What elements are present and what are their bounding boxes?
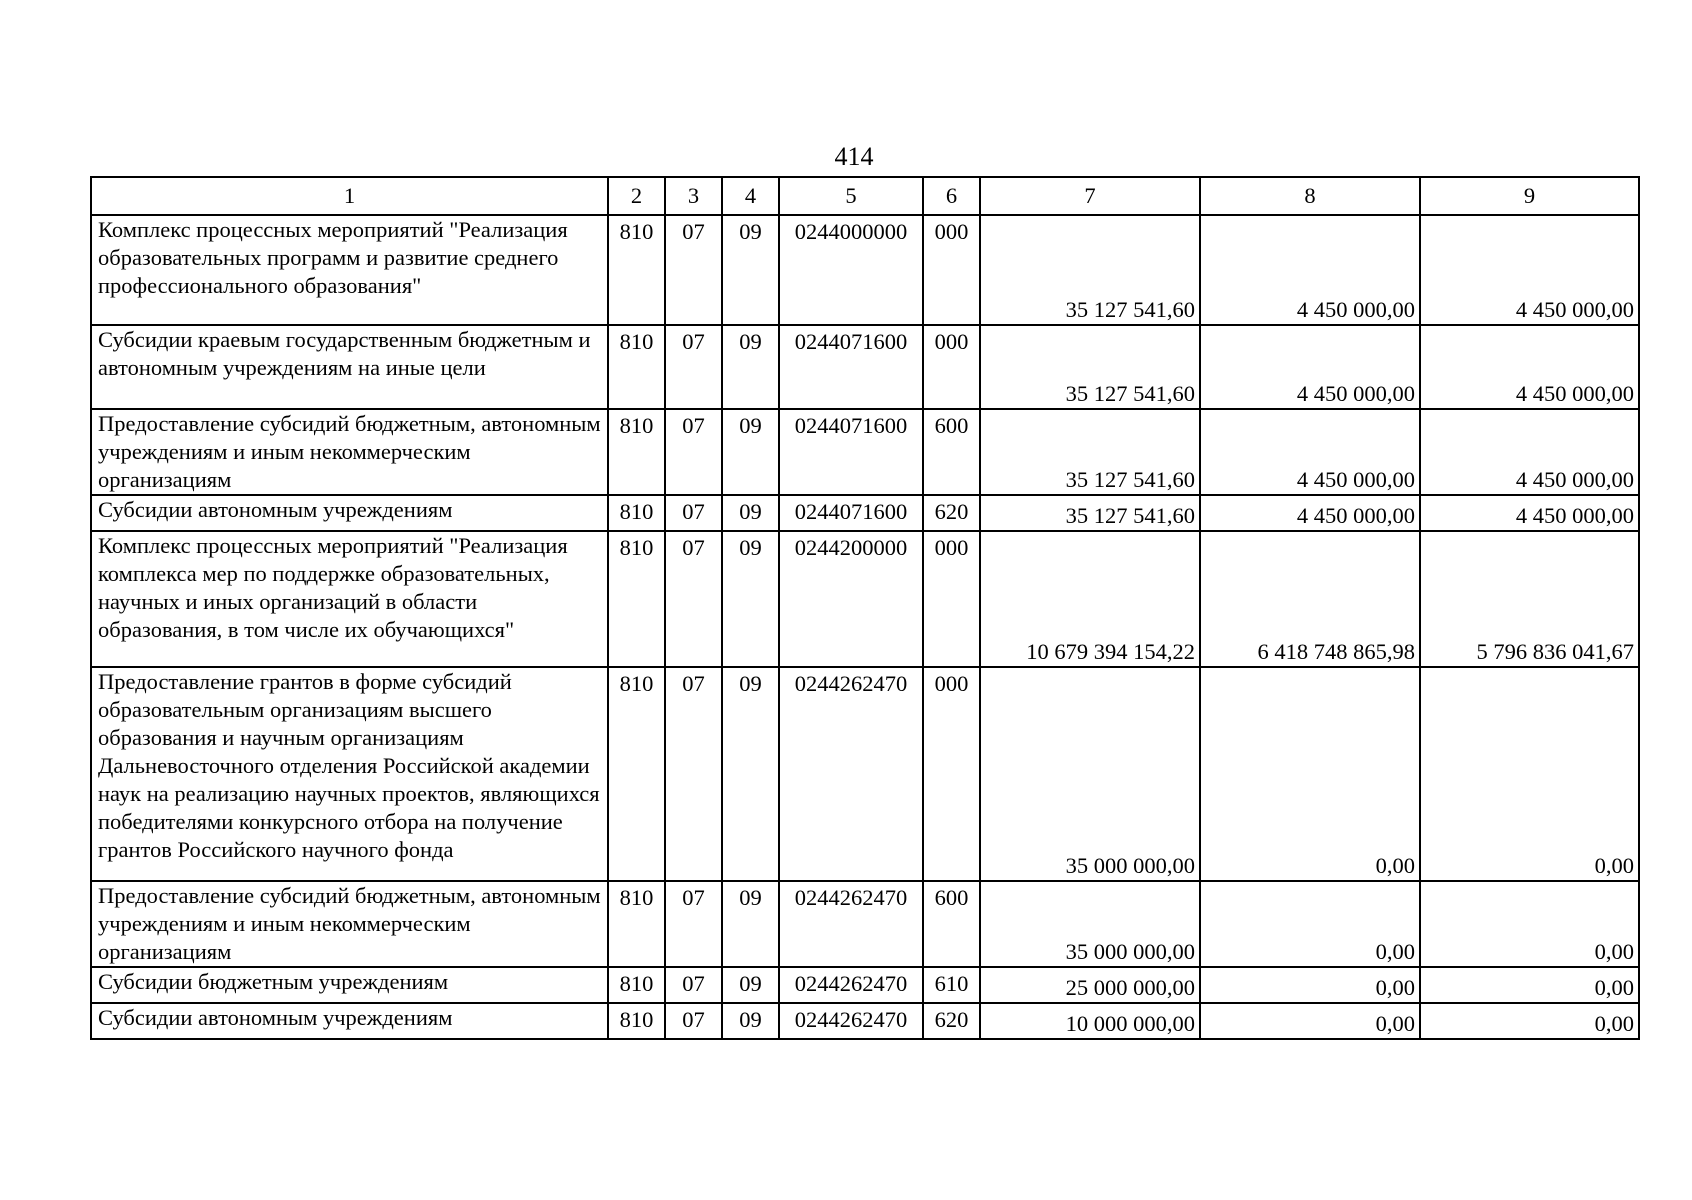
row-name-cell: Субсидии автономным учреждениям bbox=[91, 1003, 608, 1039]
code-3-cell: 07 bbox=[665, 325, 722, 409]
row-name-cell: Предоставление субсидий бюджетным, автономным учреждениям и иным некоммерческим организациям bbox=[91, 409, 608, 495]
code-2-cell: 810 bbox=[608, 409, 665, 495]
amount-9-cell: 0,00 bbox=[1420, 1003, 1639, 1039]
code-6-cell: 620 bbox=[923, 495, 980, 531]
table-row bbox=[91, 1003, 1639, 1039]
code-5-cell: 0244000000 bbox=[779, 215, 923, 325]
amount-9-cell: 0,00 bbox=[1420, 881, 1639, 967]
code-3-cell: 07 bbox=[665, 967, 722, 1003]
table-row bbox=[91, 495, 1639, 531]
header-cell: 6 bbox=[923, 177, 980, 215]
header-cell: 1 bbox=[91, 177, 608, 215]
amount-7-cell: 10 679 394 154,22 bbox=[980, 531, 1200, 667]
table-row bbox=[91, 667, 1639, 881]
code-6-cell: 000 bbox=[923, 215, 980, 325]
amount-8-cell: 0,00 bbox=[1200, 1003, 1420, 1039]
row-name-cell: Субсидии автономным учреждениям bbox=[91, 495, 608, 531]
table-row bbox=[91, 409, 1639, 495]
code-5-cell: 0244262470 bbox=[779, 667, 923, 881]
code-4-cell: 09 bbox=[722, 667, 779, 881]
code-5-cell: 0244071600 bbox=[779, 409, 923, 495]
code-6-cell: 600 bbox=[923, 409, 980, 495]
code-4-cell: 09 bbox=[722, 531, 779, 667]
amount-7-cell: 35 127 541,60 bbox=[980, 325, 1200, 409]
amount-8-cell: 0,00 bbox=[1200, 967, 1420, 1003]
table-row bbox=[91, 325, 1639, 409]
code-2-cell: 810 bbox=[608, 1003, 665, 1039]
amount-9-cell: 5 796 836 041,67 bbox=[1420, 531, 1639, 667]
code-2-cell: 810 bbox=[608, 215, 665, 325]
amount-9-cell: 0,00 bbox=[1420, 667, 1639, 881]
header-cell: 4 bbox=[722, 177, 779, 215]
table-row bbox=[91, 215, 1639, 325]
code-4-cell: 09 bbox=[722, 881, 779, 967]
amount-8-cell: 0,00 bbox=[1200, 667, 1420, 881]
amount-7-cell: 25 000 000,00 bbox=[980, 967, 1200, 1003]
amount-9-cell: 4 450 000,00 bbox=[1420, 215, 1639, 325]
code-6-cell: 000 bbox=[923, 667, 980, 881]
header-cell: 8 bbox=[1200, 177, 1420, 215]
row-name-cell: Субсидии бюджетным учреждениям bbox=[91, 967, 608, 1003]
code-5-cell: 0244071600 bbox=[779, 495, 923, 531]
row-name-cell: Предоставление грантов в форме субсидий образовательным организациям высшего образования и научным организациям Дальневосточного отделения Российской академии наук на реализацию научных проектов, являющихся победителями конкурсного отбора на получение грантов Российского научного фонда bbox=[91, 667, 608, 881]
amount-9-cell: 4 450 000,00 bbox=[1420, 409, 1639, 495]
code-5-cell: 0244262470 bbox=[779, 1003, 923, 1039]
header-cell: 3 bbox=[665, 177, 722, 215]
code-6-cell: 600 bbox=[923, 881, 980, 967]
amount-9-cell: 0,00 bbox=[1420, 967, 1639, 1003]
amount-8-cell: 4 450 000,00 bbox=[1200, 325, 1420, 409]
amount-7-cell: 35 127 541,60 bbox=[980, 495, 1200, 531]
table-row bbox=[91, 967, 1639, 1003]
code-6-cell: 000 bbox=[923, 325, 980, 409]
code-4-cell: 09 bbox=[722, 409, 779, 495]
code-5-cell: 0244262470 bbox=[779, 967, 923, 1003]
code-5-cell: 0244262470 bbox=[779, 881, 923, 967]
table-row bbox=[91, 531, 1639, 667]
code-5-cell: 0244071600 bbox=[779, 325, 923, 409]
page-number: 414 bbox=[834, 142, 874, 171]
row-name-cell: Комплекс процессных мероприятий "Реализация комплекса мер по поддержке образовательных, научных и иных организаций в области образования, в том числе их обучающихся" bbox=[91, 531, 608, 667]
amount-8-cell: 4 450 000,00 bbox=[1200, 495, 1420, 531]
code-3-cell: 07 bbox=[665, 215, 722, 325]
amount-7-cell: 10 000 000,00 bbox=[980, 1003, 1200, 1039]
code-4-cell: 09 bbox=[722, 495, 779, 531]
header-cell: 9 bbox=[1420, 177, 1639, 215]
code-6-cell: 620 bbox=[923, 1003, 980, 1039]
code-4-cell: 09 bbox=[722, 215, 779, 325]
row-name-cell: Предоставление субсидий бюджетным, автономным учреждениям и иным некоммерческим организациям bbox=[91, 881, 608, 967]
code-3-cell: 07 bbox=[665, 667, 722, 881]
header-cell: 2 bbox=[608, 177, 665, 215]
code-4-cell: 09 bbox=[722, 1003, 779, 1039]
budget-table bbox=[90, 176, 1640, 1040]
amount-8-cell: 4 450 000,00 bbox=[1200, 215, 1420, 325]
code-4-cell: 09 bbox=[722, 967, 779, 1003]
code-3-cell: 07 bbox=[665, 881, 722, 967]
amount-7-cell: 35 000 000,00 bbox=[980, 881, 1200, 967]
table-row bbox=[91, 881, 1639, 967]
header-row bbox=[91, 177, 1639, 215]
code-2-cell: 810 bbox=[608, 881, 665, 967]
code-2-cell: 810 bbox=[608, 325, 665, 409]
code-6-cell: 610 bbox=[923, 967, 980, 1003]
amount-9-cell: 4 450 000,00 bbox=[1420, 325, 1639, 409]
code-2-cell: 810 bbox=[608, 967, 665, 1003]
code-3-cell: 07 bbox=[665, 531, 722, 667]
code-4-cell: 09 bbox=[722, 325, 779, 409]
code-6-cell: 000 bbox=[923, 531, 980, 667]
amount-8-cell: 0,00 bbox=[1200, 881, 1420, 967]
code-2-cell: 810 bbox=[608, 531, 665, 667]
amount-9-cell: 4 450 000,00 bbox=[1420, 495, 1639, 531]
code-3-cell: 07 bbox=[665, 409, 722, 495]
code-2-cell: 810 bbox=[608, 495, 665, 531]
row-name-cell: Комплекс процессных мероприятий "Реализация образовательных программ и развитие среднего профессионального образования" bbox=[91, 215, 608, 325]
amount-7-cell: 35 127 541,60 bbox=[980, 409, 1200, 495]
code-3-cell: 07 bbox=[665, 1003, 722, 1039]
amount-8-cell: 6 418 748 865,98 bbox=[1200, 531, 1420, 667]
header-cell: 5 bbox=[779, 177, 923, 215]
code-5-cell: 0244200000 bbox=[779, 531, 923, 667]
row-name-cell: Субсидии краевым государственным бюджетным и автономным учреждениям на иные цели bbox=[91, 325, 608, 409]
amount-8-cell: 4 450 000,00 bbox=[1200, 409, 1420, 495]
amount-7-cell: 35 127 541,60 bbox=[980, 215, 1200, 325]
amount-7-cell: 35 000 000,00 bbox=[980, 667, 1200, 881]
code-3-cell: 07 bbox=[665, 495, 722, 531]
code-2-cell: 810 bbox=[608, 667, 665, 881]
header-cell: 7 bbox=[980, 177, 1200, 215]
